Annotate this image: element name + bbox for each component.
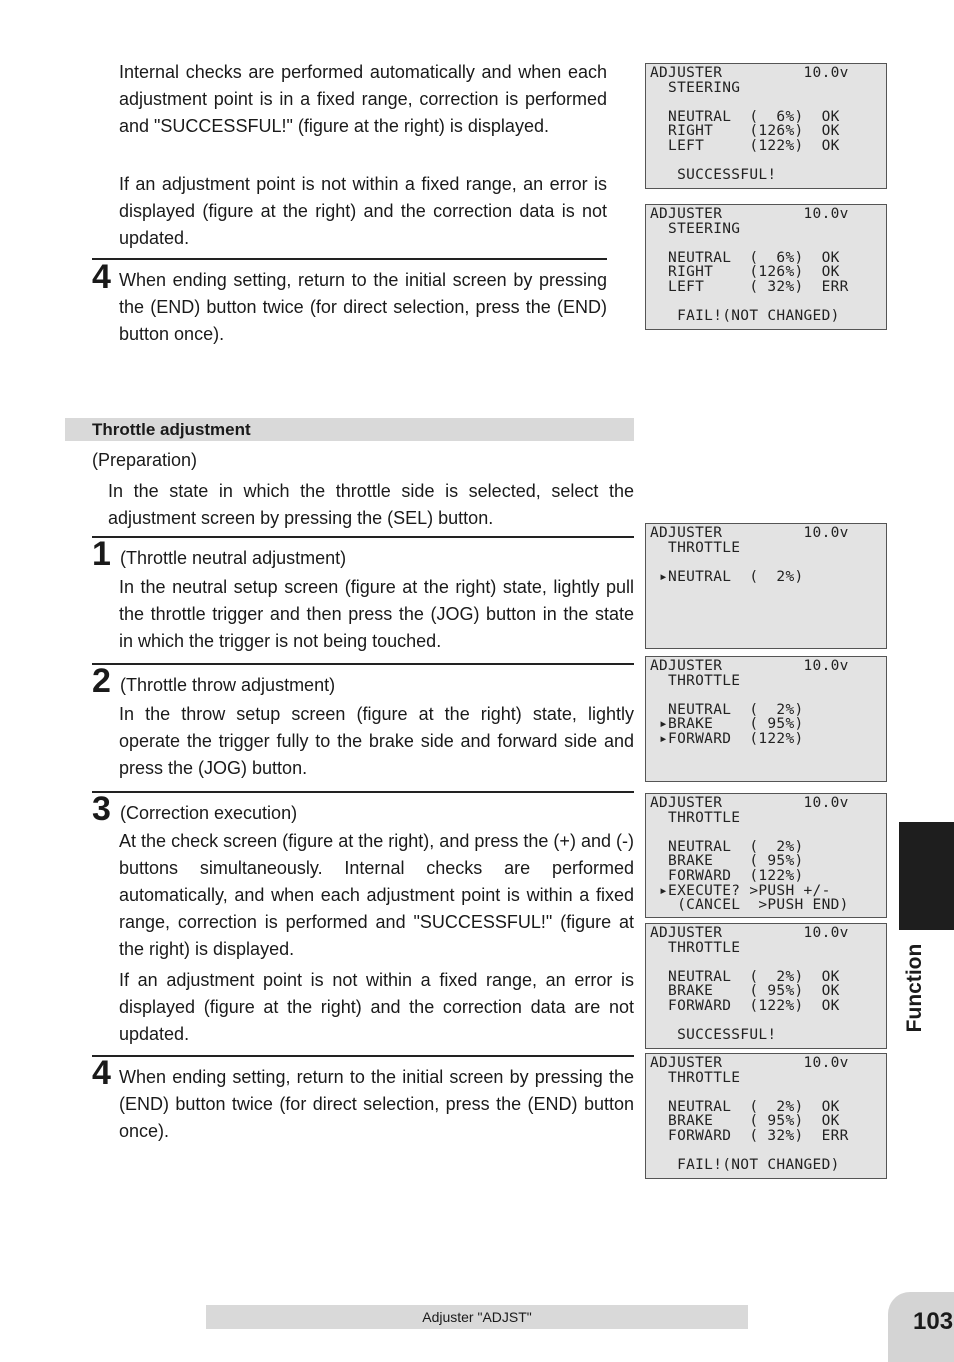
page-number: 103 [913,1308,954,1335]
lcd-text: ADJUSTER 10.0v THROTTLE NEUTRAL ( 2%) OK BRAKE ( 95%) OK FORWARD ( 32%) ERR FAIL!(NOT CHANGED) [650,1055,849,1174]
lcd-screen-throttle-throw [645,656,887,782]
lcd-text: ADJUSTER 10.0v STEERING NEUTRAL ( 6%) OK RIGHT (126%) OK LEFT (122%) OK SUCCESSFUL! [650,65,849,184]
step-text: When ending setting, return to the initial screen by pressing the (END) button twice (for direct selection, press the (END) button once). [119,1067,634,1141]
step-text: At the check screen (figure at the right), and press the (+) and (-) buttons simultaneously. Internal checks are performed automatically, and when each adjustment point is within a fixed range, correction is performed and "SUCCESSFUL!" (figure at the right) is displayed. [119,831,634,959]
step-number: 3 [92,790,111,828]
lcd-screen-throttle-fail [645,1053,887,1179]
step-text: In the throw setup screen (figure at the right) state, lightly operate the trigger fully to the brake side and forward side and press the (JOG) button. [119,704,634,778]
lcd-screen-throttle-execute [645,793,887,918]
step-divider [92,258,607,260]
step-divider [92,1055,634,1057]
lcd-text: ADJUSTER 10.0v THROTTLE ▸NEUTRAL ( 2%) [650,525,849,585]
lcd-screen-steering-fail [645,204,887,330]
paragraph-error: If an adjustment point is not within a fixed range, an error is displayed (figure at the right) and the correction data is not updated. [119,174,607,248]
step-label: (Throttle neutral adjustment) [120,548,347,568]
lcd-text: ADJUSTER 10.0v THROTTLE NEUTRAL ( 2%) ▸BRAKE ( 95%) ▸FORWARD (122%) [650,658,849,747]
step-divider [92,791,634,793]
step-label: (Correction execution) [120,803,298,823]
step-text: In the neutral setup screen (figure at the right) state, lightly pull the throttle trigger and then press the (JOG) button in the state in which the trigger is not being touched. [119,577,634,651]
preparation-text: In the state in which the throttle side is selected, select the adjustment screen by pressing the (SEL) button. [108,481,634,528]
step-number: 1 [92,535,111,573]
step-divider [92,663,634,665]
lcd-text: ADJUSTER 10.0v THROTTLE NEUTRAL ( 2%) OK BRAKE ( 95%) OK FORWARD (122%) OK SUCCESSFUL! [650,925,849,1044]
section-title: Throttle adjustment [92,420,251,439]
lcd-screen-throttle-success [645,923,887,1049]
lcd-screen-throttle-neutral [645,523,887,649]
lcd-text: ADJUSTER 10.0v STEERING NEUTRAL ( 6%) OK RIGHT (126%) OK LEFT ( 32%) ERR FAIL!(NOT CHANGED) [650,206,849,325]
step-number: 4 [92,1054,111,1092]
chapter-tab [899,822,954,930]
chapter-label-text: Function [903,943,926,1033]
lcd-text: ADJUSTER 10.0v THROTTLE NEUTRAL ( 2%) BRAKE ( 95%) FORWARD (122%) ▸EXECUTE? >PUSH +/- (CANCEL >PUSH END) [650,795,849,914]
step-text [119,267,607,348]
step-text: If an adjustment point is not within a fixed range, an error is displayed (figure at the right) and the correction data are not updated. [119,970,634,1044]
footer-title: Adjuster "ADJST" [422,1309,532,1325]
step-divider [92,536,634,538]
lcd-screen-steering-success [645,63,887,189]
paragraph-success: Internal checks are performed automatically and when each adjustment point is in a fixed range, correction is performed and "SUCCESSFUL!" (figure at the right) is displayed. [119,62,607,136]
preparation-label: (Preparation) [92,450,198,470]
chapter-label [893,940,937,1036]
step-number: 2 [92,662,111,700]
footer-bar [206,1305,748,1329]
step-text-content: When ending setting, return to the initial screen by pressing the (END) button twice (for direct selection, press the (END) button once). [119,270,607,344]
step-number: 4 [92,258,111,296]
step-label: (Throttle throw adjustment) [120,675,336,695]
